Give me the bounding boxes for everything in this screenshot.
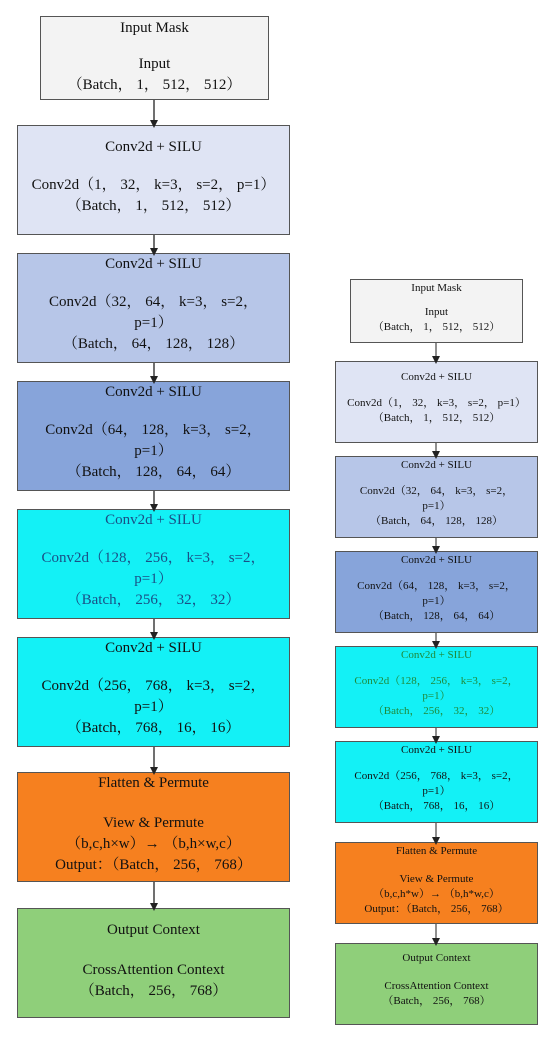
box-line: p=1） [134,699,173,715]
box-line: （Batch， 1， 512， 512） [372,412,501,424]
box-title: Conv2d + SILU [401,554,472,566]
box-line: （Batch， 256， 768） [382,995,491,1007]
box-line: Conv2d（64， 128， k=3， s=2， [357,580,516,592]
box-line: p=1） [422,500,451,512]
box-line: （Batch， 768， 16， 16） [372,800,501,812]
box-line: （Batch， 128， 64， 64） [372,610,501,622]
box-line: Conv2d（128， 256， k=3， s=2， [41,550,266,566]
box-title: Conv2d + SILU [401,371,472,383]
box-line: p=1） [134,443,173,459]
box-title: Input Mask [120,20,189,36]
box-line: Input [424,306,449,318]
box-line: Conv2d（1， 32， k=3， s=2， p=1） [347,397,526,409]
box-line: Output：（Batch， 256， 768） [55,857,252,873]
box-title: Conv2d + SILU [105,256,202,272]
box-title: Flatten & Permute [395,845,478,857]
box-line: p=1） [422,690,451,702]
box-line: Conv2d（128， 256， k=3， s=2， [354,675,519,687]
box-line: p=1） [422,595,451,607]
box-line: （Batch， 768， 16， 16） [66,720,241,736]
box-title: Conv2d + SILU [105,139,202,155]
box-title: Output Context [402,952,471,964]
box-line: Conv2d（64， 128， k=3， s=2， [45,422,262,438]
box-line: （Batch， 256， 32， 32） [372,705,501,717]
box-line: Output：（Batch， 256， 768） [364,903,509,915]
box-line: （Batch， 64， 128， 128） [62,336,245,352]
box-title: Conv2d + SILU [105,640,202,656]
box-line: Conv2d（256， 768， k=3， s=2， [41,678,266,694]
box-line: （Batch， 1， 512， 512） [66,198,241,214]
box-line: （b,c,h×w）→ （b,h×w,c） [66,836,241,852]
box-title: Output Context [107,922,200,938]
box-line: （Batch， 128， 64， 64） [66,464,241,480]
box-line: （Batch， 64， 128， 128） [370,515,503,527]
box-line: CrossAttention Context [384,980,489,992]
box-line: Conv2d（32， 64， k=3， s=2， [48,294,258,310]
box-line: View & Permute [103,815,204,831]
box-line: Conv2d（32， 64， k=3， s=2， [359,485,514,497]
box-title: Conv2d + SILU [105,384,202,400]
box-line: （Batch， 1， 512， 512） [372,321,501,333]
box-line: p=1） [134,315,173,331]
box-title: Input Mask [411,282,462,294]
box-title: Conv2d + SILU [401,649,472,661]
box-line: Conv2d（1， 32， k=3， s=2， p=1） [31,177,276,193]
box-line: Conv2d（256， 768， k=3， s=2， [354,770,519,782]
box-line: CrossAttention Context [82,962,225,978]
box-title: Conv2d + SILU [105,512,202,528]
box-line: p=1） [422,785,451,797]
box-title: Conv2d + SILU [401,744,472,756]
box-line: （Batch， 256， 768） [79,983,228,999]
box-line: （b,c,h*w）→ （b,h*w,c） [373,888,500,900]
box-title: Conv2d + SILU [401,459,472,471]
box-title: Flatten & Permute [98,775,209,791]
box-line: （Batch， 256， 32， 32） [66,592,241,608]
box-line: （Batch， 1， 512， 512） [67,77,242,93]
box-line: p=1） [134,571,173,587]
box-line: View & Permute [399,873,474,885]
box-line: Input [138,56,171,72]
